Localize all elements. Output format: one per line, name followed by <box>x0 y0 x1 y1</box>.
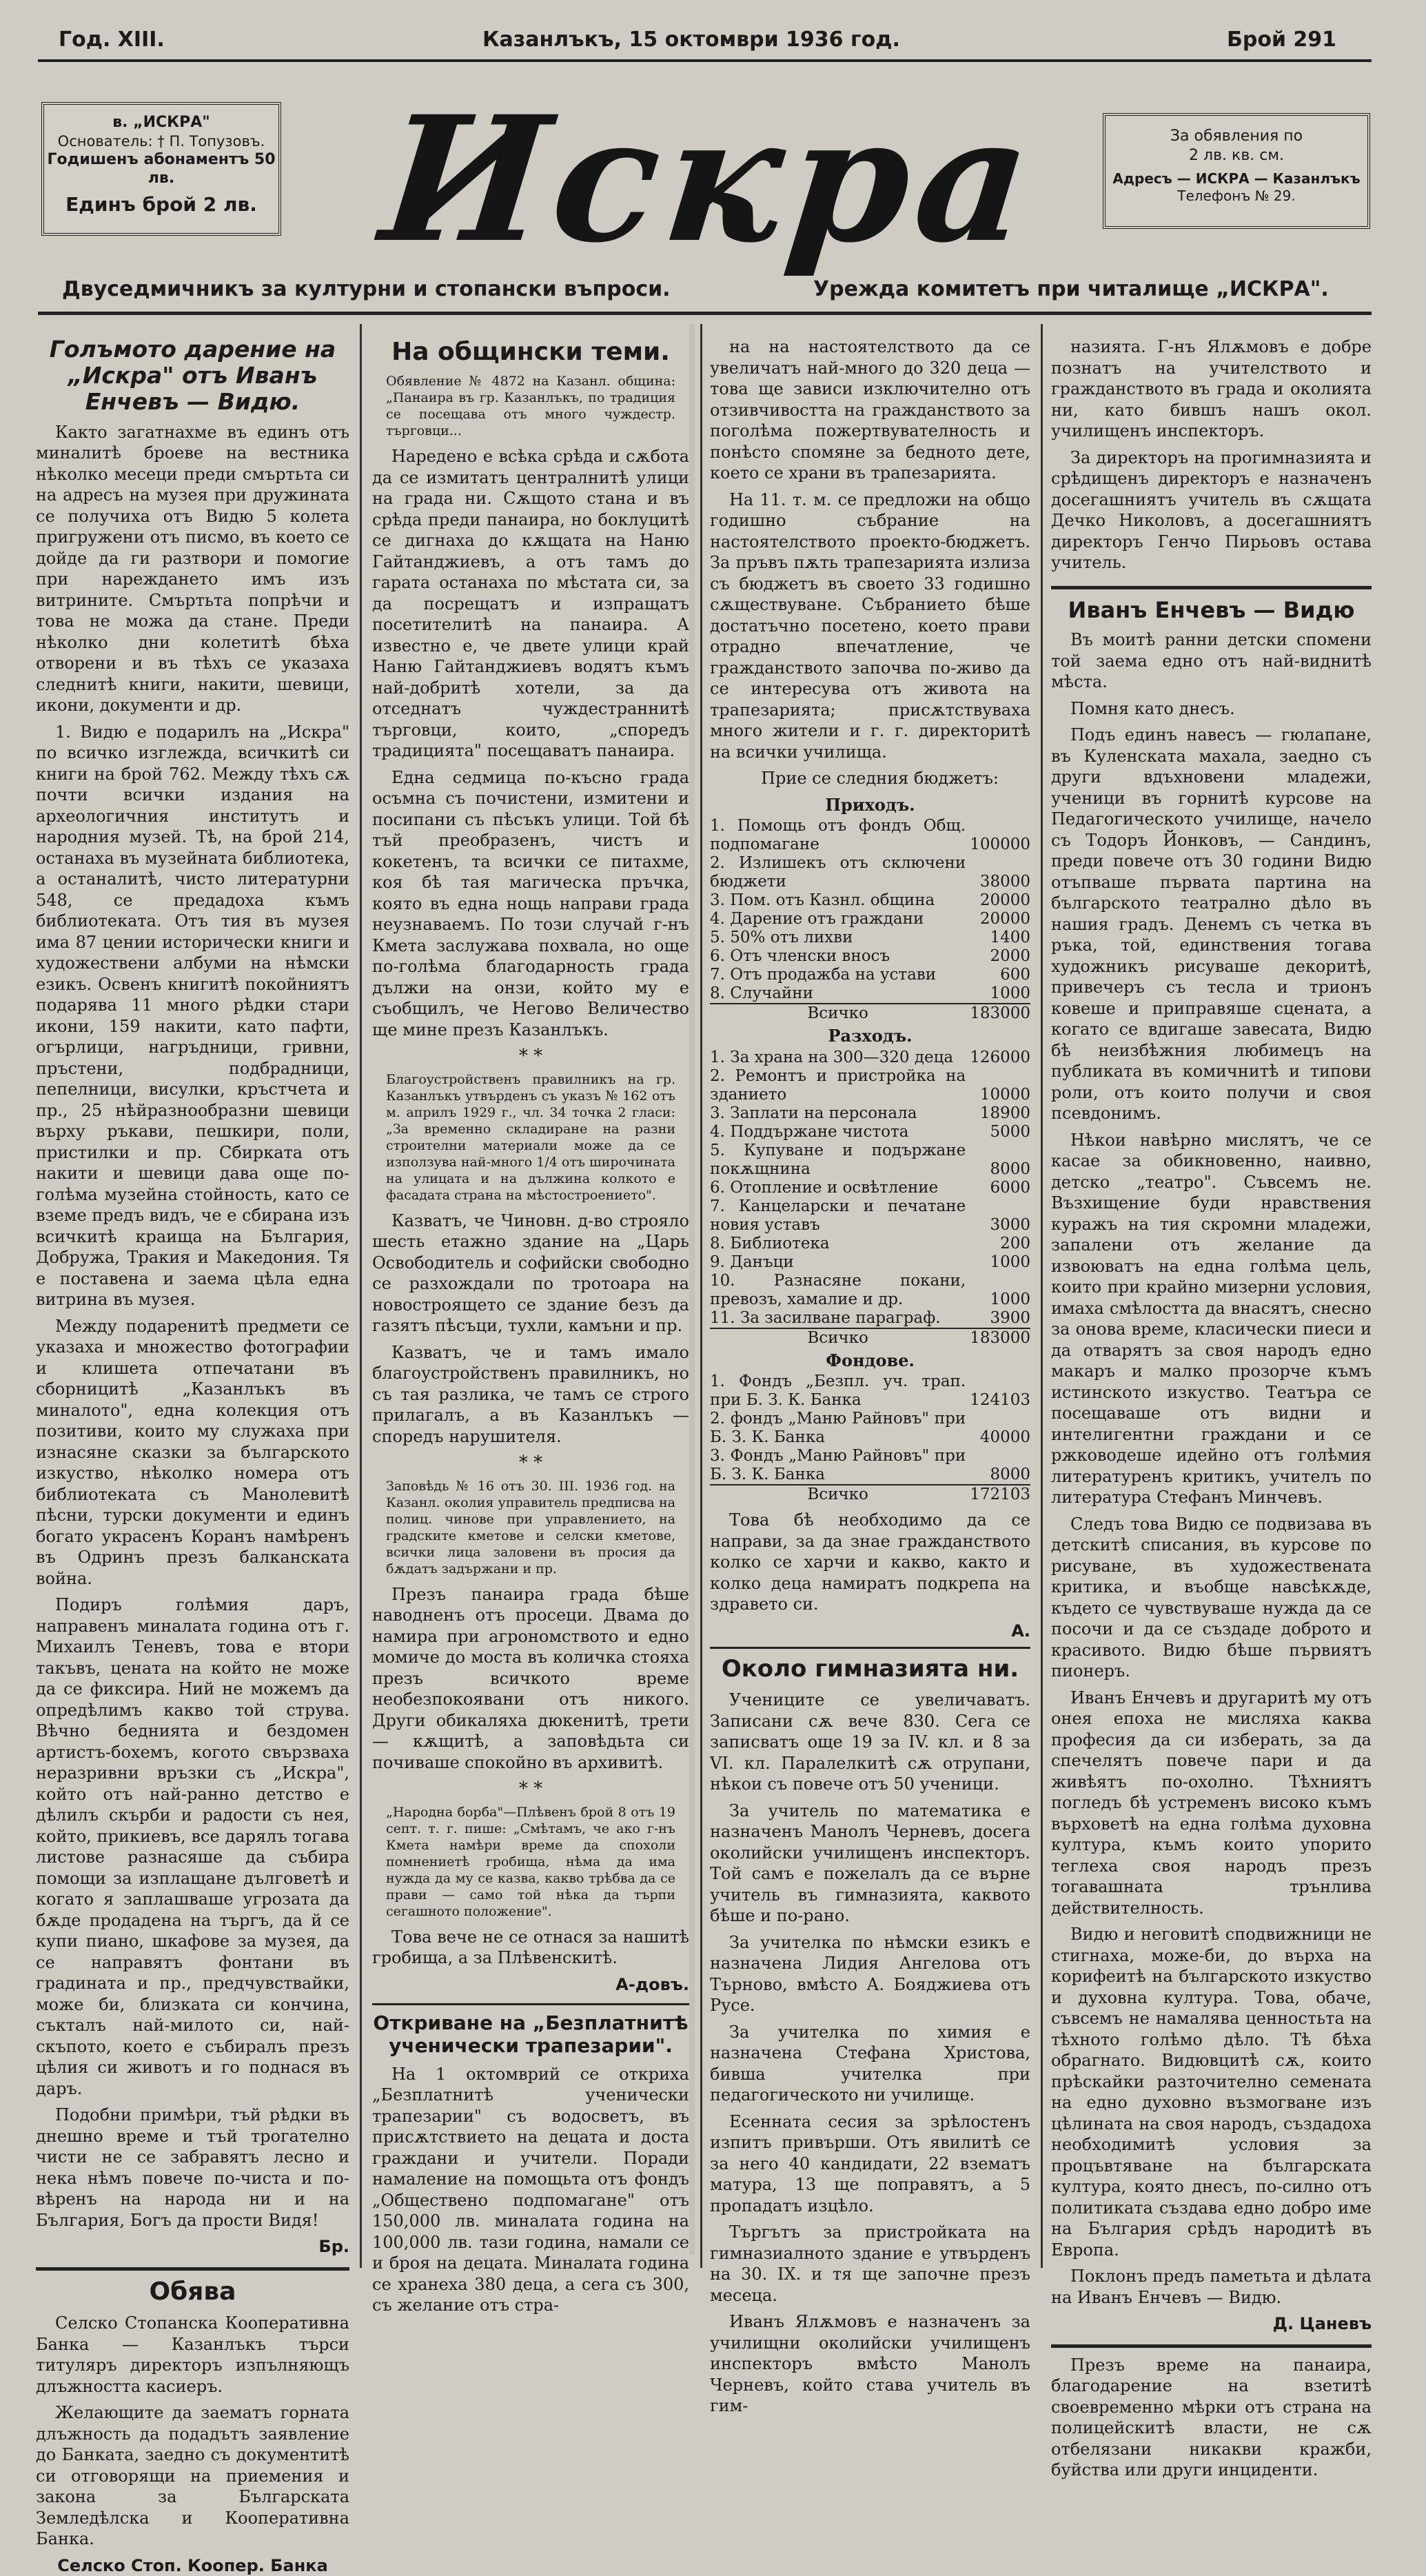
col3-paragraph: Прие се следния бюджетъ: <box>761 769 999 788</box>
volume-year: Год. XIII. <box>59 28 165 52</box>
ads-box <box>1103 113 1370 229</box>
col3-paragraph: На 11. т. м. се предложи на общо годишно събрание на настоятелството проекто-бюджетъ. За пръвъ пѫть трапезарията излиза съ бюджетъ въ своето 33 годишно сѫществуване. Събранието бѣше достатъчно посетено, което прави отрадно впечатление, че гражданството започва по-живо да се интересува отъ живота на трапезарията; присѫтствуваха много жители и г. г. директоритѣ на всички училища. <box>710 489 1030 762</box>
subtitle-right: Урежда комитетъ при читалище „ИСКРА". <box>813 277 1329 301</box>
table-total-row: Всичко 183000 <box>710 1328 1030 1348</box>
col1-paragraph: 1. Видю е подарилъ на „Искра" по всичко изглежда, всичкитѣ си книги на брой 762. Между тѣхъ сѫ почти всички издания на археологичния институтъ и народния музей. Тѣ, на брой 214, останаха въ музейната библиотека, а останалитѣ, чисто литературни 548, се предадоха къмъ библиотеката. Отъ тия въ музея има 87 цении исторически книги и художествени албуми на нѣмски езикъ. Освенъ книгитѣ покойниятъ подарява 11 много рѣдки стари икони, 159 накити, като пафти, огърлици, нагръдници, гривни, пръстени, подбрадници, пепелници, висулки, кръстчета и пр., 25 нѣйразнообразни шевици върху ръкави, пешкири, поли, пристилки и пр. Сбирката отъ накити и шевици дава още по-голѣма музейна стойность, като се вземе предъ видъ, че е сбирана изъ всичкитѣ краища на България, Добружа, Тракия и Македония. Тя е поставена и заема цѣла една витрина въ музея. <box>36 722 349 1310</box>
col2-headline: На общински теми. <box>391 338 670 366</box>
column-1 <box>36 336 349 2576</box>
section-stars: * * <box>518 1046 543 1067</box>
table-row: 7. Канцеларски и печатане новия уставъ 3000 <box>710 1197 1030 1234</box>
municipal-notice: Обявление № 4872 на Казанл. община: „Панаира въ гр. Казанлъкъ, по традиция се посещава отъ много чуждестр. търговци... <box>386 374 675 439</box>
section-stars: * * <box>518 1452 543 1474</box>
col1-paragraph: Между подаренитѣ предмети се указаха и множество фотографии и клишета отпечатани въ сборницитѣ „Казанлъкъ въ миналото", една колекция отъ позитиви, които му служаха при изнасяне сказки за българското изкуство, нѣколко номера отъ библиотеката съ Манолевитѣ пѣсни, турски документи и единъ богато украсенъ Коранъ намѣренъ въ Одринъ презъ балканската война. <box>36 1316 349 1588</box>
col2-paragraph: Казватъ, че Чиновн. д-во строяло шесть етажно здание на „Царь Освободитель и софийски свободно се разхождали по тротоара на новостроящето се здание безъ да газятъ пѣсъци, тухли, камъни и пр. <box>372 1210 689 1336</box>
table-row: 3. Заплати на персонала 18900 <box>710 1104 1030 1122</box>
masthead-title: Искра <box>374 78 1046 281</box>
col3-paragraph: Това бѣ необходимо да се направи, за да знае гражданството колко се харчи и какво, както и колко деца намиратъ подкрепа на здравето си. <box>710 1510 1030 1614</box>
table-row: 10. Разнасяне покани, превозъ, хамалие и др. 1000 <box>710 1271 1030 1308</box>
col1-paragraph: Подобни примѣри, тъй рѣдки въ днешно време и тъй трогателно чисти не се забравятъ лесно и нека нѣмъ повече по-чиста и по-вѣренъ на народа ни и на България, Богъ да прости Видя! <box>36 2105 349 2230</box>
col3-rule <box>710 1647 1030 1649</box>
box-ads-unit: 2 лв. кв. см. <box>1189 146 1284 164</box>
col4-paragraph: Иванъ Енчевъ и другаритѣ му отъ онея епоха не мисляха каква професия да си изберать, за да спечелятъ повече пари и да живѣятъ по-охолно. Тѣхниятъ погледъ бѣ устременъ високо къмъ върховетѣ на една голѣма духовна култура, къмъ които упорито теглеха своя народъ презъ тогавашната трънлива действителность. <box>1051 1687 1372 1918</box>
col4-paragraph: За директоръ на прогимназията и срѣдищенъ директоръ е назначенъ досегашниятъ учитель въ сѫщата Дечко Николовъ, а досегашниятъ директоръ Генчо Пирьовъ остава учитель. <box>1051 447 1372 572</box>
budget-expense-table <box>710 1048 1030 1348</box>
col3-headline: Около гимназията ни. <box>721 1655 1019 1683</box>
col4-paragraph: назията. Г-нъ Ялѫмовъ е добре познатъ на учителството и гражданството въ града и околията ни, като бившъ нашъ окол. училищенъ инспекторъ. <box>1051 337 1372 440</box>
col4-headline: Иванъ Енчевъ — Видю <box>1068 596 1355 623</box>
col3-signature: А. <box>1011 1621 1030 1641</box>
table-row: 8. Случайни 1000 <box>710 984 1030 1002</box>
table-row: 7. Отъ продажба на устави 600 <box>710 966 1030 984</box>
col3-paragraph: За учителка по химия е назначена Стефана Христова, бивша учителка при педагогическото ни училище. <box>710 2022 1030 2105</box>
col1-paragraph: Подиръ голѣмия даръ, направенъ миналата година отъ г. Михаилъ Теневъ, това е втори такъвъ, цената на който не може да се фиксира. Ний не можемъ да опредѣлимъ какво той струва. Вѣчно беднията и бездомен артистъ-бохемъ, когото свързваха неразривни връзки съ „Искра", който отъ най-ранно детство е дѣлилъ скърби и радости съ нея, който, прикиевъ, все дарялъ тогава листове разнасяше да събира помощи за изплащане дълговетѣ и когато я заплашваше угрозата да бѫде продадена на търгъ, да й се купи пиано, шкафове за музея, да се направятъ фонтани въ градината и пр., предчувствайки, може би, близката си кончина, съкталъ най-милото си, най-скъпото, което е събиралъ презъ цѣлия си животъ и го поднася въ даръ. <box>36 1595 349 2098</box>
col3-paragraph: Иванъ Ялѫмовъ е назначенъ за училищни околийски училищенъ инспекторъ вмѣсто Манолъ Черневъ, който става учитель въ гим- <box>710 2312 1030 2416</box>
subscription-box <box>41 102 281 236</box>
press-quote-notice: „Народна борба"—Плѣвенъ брой 8 отъ 19 септ. т. г. пише: „Смѣтамъ, че ако г-нъ Кмета намѣри време да спохоли помнениетѣ гробища, нѣма да има нужда да му се казва, какво трѣбва да се прави — само той нѣка да търпи сегашното положение". <box>386 1804 675 1919</box>
subtitle-left: Двуседмичникъ за културни и стопански въпроси. <box>62 277 671 301</box>
col3-paragraph: За учитель по математика е назначенъ Манолъ Черневъ, досега околийски училищенъ инспекторъ. Той самъ е пожелалъ да се върне учитель въ гимназията, каквото бѣше и по-рано. <box>710 1801 1030 1926</box>
table-row: 1. За храна на 300—320 деца 126000 <box>710 1048 1030 1066</box>
col4-paragraph: Поклонъ предъ паметьта и дѣлата на Иванъ Енчевъ — Видю. <box>1051 2266 1372 2307</box>
table-row: 1. Помощь отъ фондъ Общ. подпомагане 100000 <box>710 817 1030 853</box>
building-regulation-notice: Благоустройственъ правилникъ на гр. Казанлъкъ утвърденъ съ указъ № 162 отъ м. априлъ 1929 г., чл. 34 точка 2 гласи: „За временно складиране на разни строителни материали може да се използува най-много 1/4 отъ широчината на улицата и на дължина колкото е фасадата страна на мѣстостроението". <box>386 1071 675 1203</box>
col2-paragraph: Една седмица по-късно града осъмна съ почистени, измитени и посипани съ пѣсъкъ улици. Той бѣ тъй преобразенъ, чистъ и кокетенъ, та всички се питахме, коя бѣ тая магическа пръчка, която въ една нощь направи града неузнаваемъ. По този случай г-нъ Кмета заслужава похвала, но още по-голѣма благодарность града дължи на онзи, който му е съобщилъ, че Негово Величество ще мине презъ Казанлъкъ. <box>372 767 689 1039</box>
col4-paragraph: Подъ единъ навесъ — гюлапане, въ Куленската махала, заедно съ други вдъхновени младежи, ученици въ горнитѣ курсове на Педагогическото училище, начело съ Тодоръ Йонковъ, — Сандинъ, преди повече отъ 30 години Видю отъпваше първата партина на българското театрално дѣло въ нашия градъ. Денемъ съ четка въ ръка, той, единствения тогава художникъ рисуваше декоритѣ, привечеръ съ тесла и трионъ ковеше и приправяше сцената, а когато се вдигаше завесата, Видю бѣ неизбѣжния любимецъ на публиката въ комичнитѣ и типови роли, отъ които получи и своя псевдонимъ. <box>1051 725 1372 1124</box>
col4-paragraph: Помня като днесъ. <box>1070 698 1235 718</box>
section-stars: * * <box>518 1778 543 1800</box>
table-row: 9. Данъци 1000 <box>710 1252 1030 1271</box>
box-address: Адресъ — ИСКРА — Казанлъкъ <box>1112 170 1361 187</box>
col4-paragraph: Следъ това Видю се подвизава въ детскитѣ списания, въ курсове по рисуване, въ художествената критика, и въобще навсѣкѫде, където се чувствуваше нужда да се посочи и да се създаде доброто и красивото. Видю бѣше първиятъ пионеръ. <box>1051 1514 1372 1681</box>
budget-funds-title: Фондове. <box>826 1350 915 1370</box>
table-row: 2. Излишекъ отъ сключени бюджети 38000 <box>710 854 1030 891</box>
ad-paragraph: Желающите да заематъ горната длъжность да подадътъ заявление до Банката, заедно съ документитѣ си отговорящи на приемения и закона за Българската Земледѣлска и Кооперативна Банка. <box>36 2403 349 2549</box>
column-rule-2 <box>700 324 702 2268</box>
budget-income-table <box>710 817 1030 1023</box>
col2-paragraph: Наредено е всѣка срѣда и сѫбота да се измитатъ централнитѣ улици на града ни. Сѫщото стана и въ срѣда преди панаира, но боклуцитѣ се дигнаха до кѫщата на Наню Гайтанджиевъ, а отъ тамъ до гарата останаха по мѣстата си, за да посрещатъ и изпращатъ посетителитѣ на панаира. А известно е, че двете улици край Наню Гайтанджиевъ водятъ къмъ най-добритѣ хотели, за да отседнатъ чуждестраннитѣ търговци, които, „споредъ традицията" посещаватъ панаира. <box>372 447 689 761</box>
col2-paragraph: На 1 октомврий се откриха „Безплатнитѣ ученически трапезарии" съ водосветъ, въ присѫтствието на децата и доста граждани и учители. Поради намаление на помощьта отъ фондъ „Обществено подпомагане" отъ 150,000 лв. миналата година на 100,000 лв. тази година, намали се и броя на децата. Миналата година се хранеха 380 деца, а сега съ 300, съ желание отъ стра- <box>372 2064 689 2315</box>
col3-paragraph: Есенната сесия за зрѣлостенъ изпитъ привърши. Отъ явилитѣ се за него 40 кандидати, 22 взематъ матура, 13 ще поправятъ, а 5 пропадатъ изцѣло. <box>710 2111 1030 2215</box>
table-row: 4. Дарение отъ граждани 20000 <box>710 910 1030 928</box>
col4-rule <box>1051 586 1372 589</box>
column-4 <box>1051 336 1372 2486</box>
col1-signature: Бр. <box>318 2237 349 2257</box>
column-rule-3 <box>1041 324 1043 2268</box>
table-row: 3. Пом. отъ Казнл. община 20000 <box>710 891 1030 909</box>
table-row: 2. Ремонтъ и пристройка на зданието 10000 <box>710 1066 1030 1104</box>
col3-paragraph: на на настоятелството да се увеличатъ най-много до 320 деца — това ще зависи изключително отъ отзивчивостта на гражданството за поголѣма пожертвувателность и понѣсто спомяне за бедното дете, което се храни въ трапезарията. <box>710 337 1030 483</box>
paper-crease <box>689 324 695 2254</box>
column-2 <box>372 338 689 2322</box>
box-paper-name: в. „ИСКРА" <box>112 114 210 131</box>
table-row: 6. Отопление и освѣтление 6000 <box>710 1178 1030 1197</box>
col4-paragraph: Презъ време на панаира, благодарение на взетитѣ своевременно мѣрки отъ страна на полицейскитѣ власти, не сѫ отбелязани никакви кражби, буйства или други инциденти. <box>1051 2355 1372 2480</box>
col4-rule-2 <box>1051 2344 1372 2348</box>
order-notice: Заповѣдь № 16 отъ 30. III. 1936 год. на Казанл. околия управитель предписва на полиц. чинове при управлението, на градските кметове и селски кметове, всички лица заловени въ просия да бѫдатъ задържани и пр. <box>386 1478 675 1576</box>
table-row: 11. За засилване параграф. 3900 <box>710 1308 1030 1327</box>
table-total-row: Всичко 183000 <box>710 1004 1030 1023</box>
col1-paragraph: Както загатнахме въ единъ отъ миналитѣ броеве на вестника нѣколко месеци преди смъртьта си на адресъ на музея при дружината се получиха отъ Видю 5 колета пригружени отъ писмо, въ което се дойде да ги разтвори и помогие при нареждането имъ изъ витрините. Смъртьта попрѣчи и това не можа да стане. Преди нѣколко дни колетитѣ бѣха отворени и въ тѣхъ се указаха следнитѣ книги, накити, шевици, икони, документи и др. <box>36 422 349 716</box>
col4-paragraph: Видю и неговитѣ сподвижници не стигнаха, може-би, до върха на корифеитѣ на българското изкуство и духовна култура. Това, обаче, съвсемъ не намалява ценностьта на тѣхното голѣмо дѣло. Тѣ бѣха обрагнато. Видювцитѣ сѫ, които прѣскайки разточително семената на едно духовно възмогване изъ цѣлината на своя народъ, създадоха необходимитѣ условия за процъвтяване на българската култура, която днесъ, по-силно отъ политиката създава едно добро име на България срѣдъ народитѣ въ Европа. <box>1051 1925 1372 2260</box>
budget-income-title: Приходъ. <box>825 794 915 815</box>
table-row: 6. Отъ членски вносъ 2000 <box>710 947 1030 965</box>
top-rule <box>38 59 1372 62</box>
table-row: 5. 50% отъ лихви 1400 <box>710 929 1030 946</box>
col3-paragraph: Учениците се увеличаватъ. Записани сѫ вече 830. Сега се записватъ още 19 за IV. кл. и 8 за VI. кл. Паралелкитѣ сѫ отрупани, нѣкои съ повече отъ 50 ученици. <box>710 1690 1030 1794</box>
table-row: 3. Фондъ „Маню Райновъ" при Б. З. К. Банка 8000 <box>710 1447 1030 1483</box>
masthead-rule <box>38 312 1372 315</box>
col1-ad-rule <box>36 2267 349 2271</box>
col2-paragraph: Казватъ, че и тамъ имало благоустройственъ правилникъ, но съ тая разлика, че тамъ се строго прилагалъ, а въ Казанлъкъ — споредъ нарушителя. <box>372 1342 689 1446</box>
col2-paragraph: Това вече не се отнася за нашитѣ гробища, а за Плѣвенскитѣ. <box>372 1927 689 1968</box>
box-phone: Телефонъ № 29. <box>1177 187 1296 204</box>
table-total-row: Всичко 172103 <box>710 1485 1030 1504</box>
budget-expense-title: Разходъ. <box>828 1026 913 1046</box>
col3-paragraph: За учителка по нѣмски езикъ е назначена Лидия Ангелова отъ Търново, вмѣсто А. Бояджиева отъ Русе. <box>710 1932 1030 2016</box>
box-subscription: Годишенъ абонаментъ 50 лв. <box>47 150 276 187</box>
col2-signature: А-довъ. <box>615 1974 689 1994</box>
col4-paragraph: Нѣкои навѣрно мислятъ, че се касае за обикновенно, наивно, детско „театро". Съвсемъ не. Възхищение буди нравствения куражъ на тия скромни младежи, запалени отъ желание да извоюватъ на една голѣма цель, които при крайно мизерни условия, имаха смѣлостта да внасятъ, снесно за онова време, класически пиеси и да отварятъ за своя народъ едно макаръ и малко прозорче къмъ истинското изкуство. Театъра се посещаваше отъ видни и интелигентни граждани и се ржководеше идейно отъ голѣмия литературенъ критикъ, учителъ по литература Стефанъ Минчевъ. <box>1051 1130 1372 1508</box>
budget-funds-table <box>710 1372 1030 1504</box>
place-date: Казанлъкъ, 15 октомври 1936 год. <box>482 28 900 52</box>
issue-number: Брой 291 <box>1227 28 1337 52</box>
table-row: 5. Купуване и подържане покѫщнина 8000 <box>710 1141 1030 1178</box>
col2-rule <box>372 2003 689 2005</box>
box-founder: Основатель: † П. Топузовъ. <box>57 132 265 150</box>
table-row: 4. Поддържане чистота 5000 <box>710 1122 1030 1141</box>
ad-signature: Селско Стоп. Коопер. Банка <box>57 2555 328 2575</box>
table-row: 8. Библиотека 200 <box>710 1234 1030 1252</box>
table-row: 2. фондъ „Маню Райновъ" при Б. З. К. Банка 40000 <box>710 1410 1030 1446</box>
table-row: 1. Фондъ „Безпл. уч. трап. при Б. З. К. Банка 124103 <box>710 1372 1030 1409</box>
col3-paragraph: Търгътъ за пристройката на гимназиалното здание е утвърденъ на 30. IX. и тя ще започне презъ месеца. <box>710 2222 1030 2305</box>
box-single-price: Единъ брой 2 лв. <box>65 192 257 216</box>
column-rule-1 <box>360 324 362 2268</box>
col4-signature: Д. Цаневъ <box>1272 2314 1372 2334</box>
ad-headline: Обява <box>149 2277 236 2306</box>
col1-headline: Голъмото дарение на „Искра" отъ Иванъ Енчевъ — Видю. <box>49 336 336 415</box>
col2-paragraph: Презъ панаира града бѣше наводненъ отъ просеци. Двама до намира при агрономството и едно момиче до моста въ количка стояха презъ всичкото време необезпокоявани отъ никого. Други обикаляха дюкенитѣ, трети — кѫщитѣ, а заповѣдьта си почиваше спокойно въ архивитѣ. <box>372 1584 689 1772</box>
ad-paragraph: Селско Стопанска Кооперативна Банка — Казанлъкъ търси титуляръ директоръ изпълняющъ длъжността касиеръ. <box>36 2313 349 2396</box>
column-3 <box>710 336 1030 2422</box>
col2-headline-2: Откриване на „Безплатнитѣ ученически трапезарии". <box>373 2011 689 2057</box>
col4-paragraph: Въ моитѣ ранни детски спомени той заема едно отъ най-виднитѣ мѣста. <box>1051 630 1372 692</box>
box-ads-rate: За обявления по <box>1170 128 1303 145</box>
